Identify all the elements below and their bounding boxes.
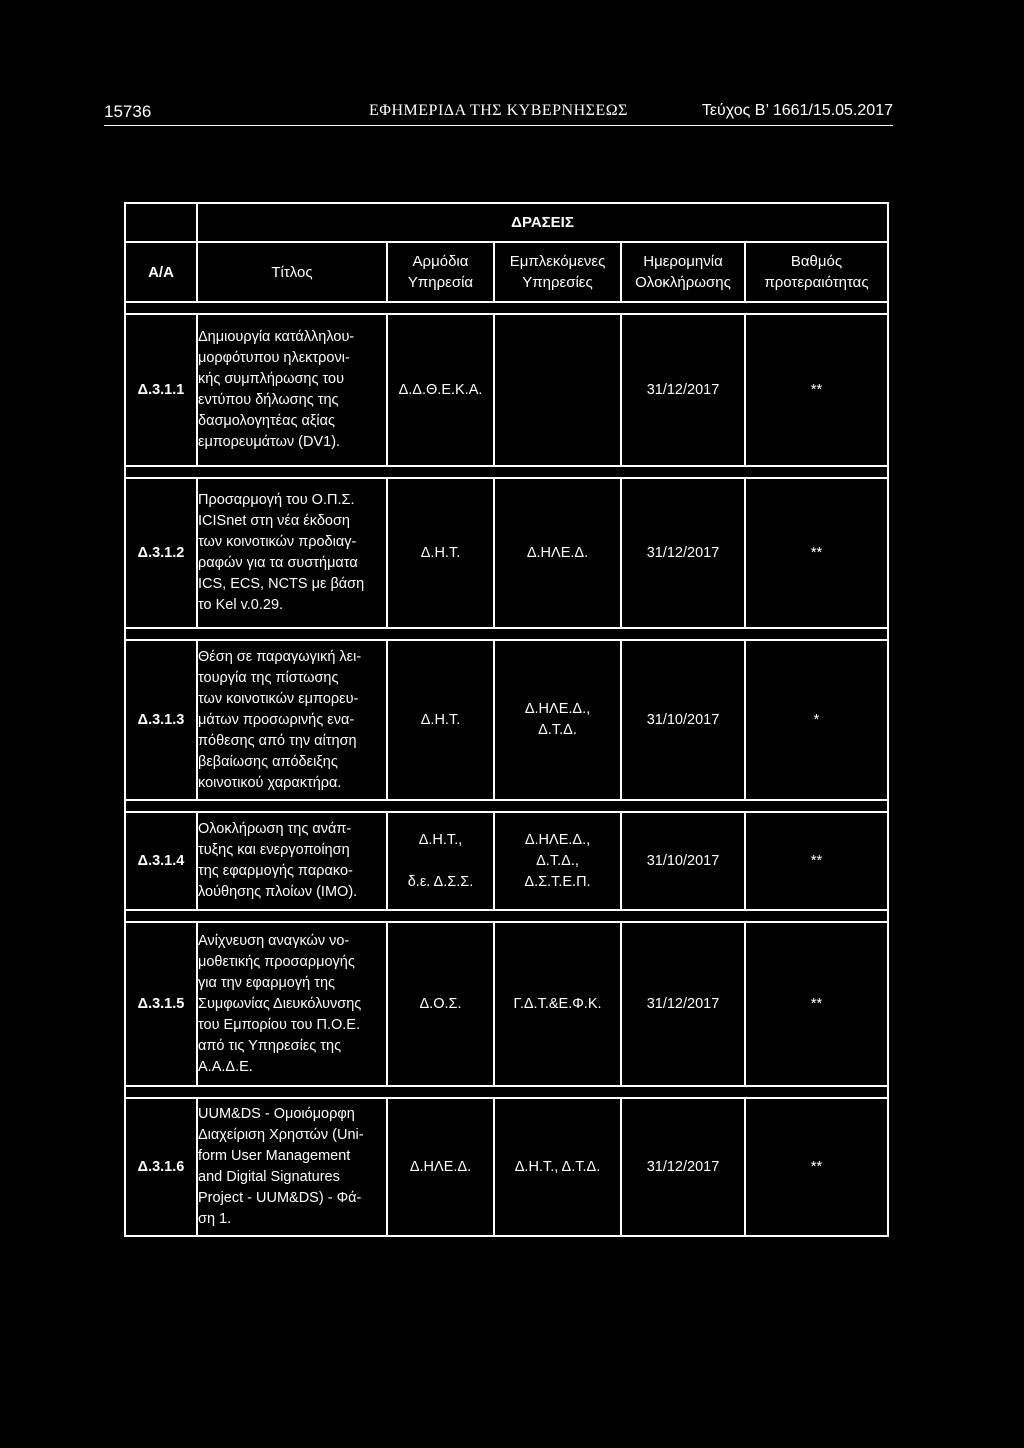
row-responsible: Δ.Η.Τ. bbox=[387, 478, 494, 628]
row-gap bbox=[125, 466, 888, 478]
row-completion-date: 31/12/2017 bbox=[621, 478, 745, 628]
row-completion-date: 31/12/2017 bbox=[621, 314, 745, 466]
row-gap bbox=[125, 302, 888, 314]
page-header bbox=[104, 100, 893, 124]
row-title: Προσαρμογή του Ο.Π.Σ. ICISnet στη νέα έκδοση των κοινοτικών προδιαγ- ραφών για τα συστήματα ICS, ECS, NCTS με βάση το Kel v.0.29. bbox=[197, 478, 387, 628]
table-row bbox=[125, 314, 888, 466]
row-involved: Δ.Η.Τ., Δ.Τ.Δ. bbox=[494, 1098, 621, 1236]
row-involved: Δ.ΗΛΕ.Δ., Δ.Τ.Δ., Δ.Σ.Τ.Ε.Π. bbox=[494, 812, 621, 910]
row-gap-cell bbox=[125, 628, 888, 640]
table-row bbox=[125, 640, 888, 800]
row-gap bbox=[125, 628, 888, 640]
row-involved: Γ.Δ.Τ.&Ε.Φ.Κ. bbox=[494, 922, 621, 1086]
row-responsible: Δ.Η.Τ. bbox=[387, 640, 494, 800]
row-completion-date: 31/12/2017 bbox=[621, 1098, 745, 1236]
col-aa: Α/Α bbox=[125, 242, 197, 302]
row-title: UUM&DS - Ομοιόμορφη Διαχείριση Χρηστών (Uni- form User Management and Digital Signatures Project - UUM&DS) - Φά- ση 1. bbox=[197, 1098, 387, 1236]
gazette-title: ΕΦΗΜΕΡΙΔΑ ΤΗΣ ΚΥΒΕΡΝΗΣΕΩΣ bbox=[369, 102, 628, 119]
row-completion-date: 31/12/2017 bbox=[621, 922, 745, 1086]
row-number: Δ.3.1.6 bbox=[125, 1098, 197, 1236]
row-priority: ** bbox=[745, 1098, 888, 1236]
table-row bbox=[125, 478, 888, 628]
row-title: Θέση σε παραγωγική λει- τουργία της πίστωσης των κοινοτικών εμπορευ- μάτων προσωρινής ενα- πόθεσης από την αίτηση βεβαίωσης απόδειξης κοινοτικού χαρακτήρα. bbox=[197, 640, 387, 800]
header-rule bbox=[104, 125, 893, 126]
row-number: Δ.3.1.1 bbox=[125, 314, 197, 466]
row-priority: * bbox=[745, 640, 888, 800]
row-responsible: Δ.Ο.Σ. bbox=[387, 922, 494, 1086]
row-gap bbox=[125, 800, 888, 812]
table-row bbox=[125, 1098, 888, 1236]
row-gap-cell bbox=[125, 1086, 888, 1098]
row-responsible: Δ.Δ.Θ.Ε.Κ.Α. bbox=[387, 314, 494, 466]
row-number: Δ.3.1.3 bbox=[125, 640, 197, 800]
row-priority: ** bbox=[745, 922, 888, 1086]
row-gap bbox=[125, 910, 888, 922]
row-priority: ** bbox=[745, 314, 888, 466]
row-number: Δ.3.1.2 bbox=[125, 478, 197, 628]
row-completion-date: 31/10/2017 bbox=[621, 640, 745, 800]
issue-info: Τεύχος Β’ 1661/15.05.2017 bbox=[701, 102, 893, 119]
row-priority: ** bbox=[745, 478, 888, 628]
row-involved: Δ.ΗΛΕ.Δ., Δ.Τ.Δ. bbox=[494, 640, 621, 800]
row-involved: Δ.ΗΛΕ.Δ. bbox=[494, 478, 621, 628]
row-title: Ανίχνευση αναγκών νο- μοθετικής προσαρμογής για την εφαρμογή της Συμφωνίας Διευκόλυνσης του Εμπορίου του Π.Ο.Ε. από τις Υπηρεσίες της Α.Α.Δ.Ε. bbox=[197, 922, 387, 1086]
col-priority: Βαθμός προτεραιότητας bbox=[745, 242, 888, 302]
table-row bbox=[125, 922, 888, 1086]
row-title: Ολοκλήρωση της ανάπ- τυξης και ενεργοποίηση της εφαρμογής παρακο- λούθησης πλοίων (IMO). bbox=[197, 812, 387, 910]
row-gap-cell bbox=[125, 466, 888, 478]
row-responsible: Δ.Η.Τ., δ.ε. Δ.Σ.Σ. bbox=[387, 812, 494, 910]
row-completion-date: 31/10/2017 bbox=[621, 812, 745, 910]
row-gap-cell bbox=[125, 302, 888, 314]
table-row bbox=[125, 812, 888, 910]
row-gap-cell bbox=[125, 910, 888, 922]
row-number: Δ.3.1.4 bbox=[125, 812, 197, 910]
row-title: Δημιουργία κατάλληλου- μορφότυπου ηλεκτρονι- κής συμπλήρωσης του εντύπου δήλωσης της δασμολογητέας αξίας εμπορευμάτων (DV1). bbox=[197, 314, 387, 466]
row-responsible: Δ.ΗΛΕ.Δ. bbox=[387, 1098, 494, 1236]
row-number: Δ.3.1.5 bbox=[125, 922, 197, 1086]
row-involved bbox=[494, 314, 621, 466]
col-responsible: Αρμόδια Υπηρεσία bbox=[387, 242, 494, 302]
col-title: Τίτλος bbox=[197, 242, 387, 302]
row-gap bbox=[125, 1086, 888, 1098]
row-priority: ** bbox=[745, 812, 888, 910]
actions-table bbox=[124, 202, 889, 1237]
row-gap-cell bbox=[125, 800, 888, 812]
table-title: ΔΡΑΣΕΙΣ bbox=[197, 203, 888, 242]
col-completion-date: Ημερομηνία Ολοκλήρωσης bbox=[621, 242, 745, 302]
col-involved: Εμπλεκόμενες Υπηρεσίες bbox=[494, 242, 621, 302]
page-number: 15736 bbox=[104, 102, 152, 121]
